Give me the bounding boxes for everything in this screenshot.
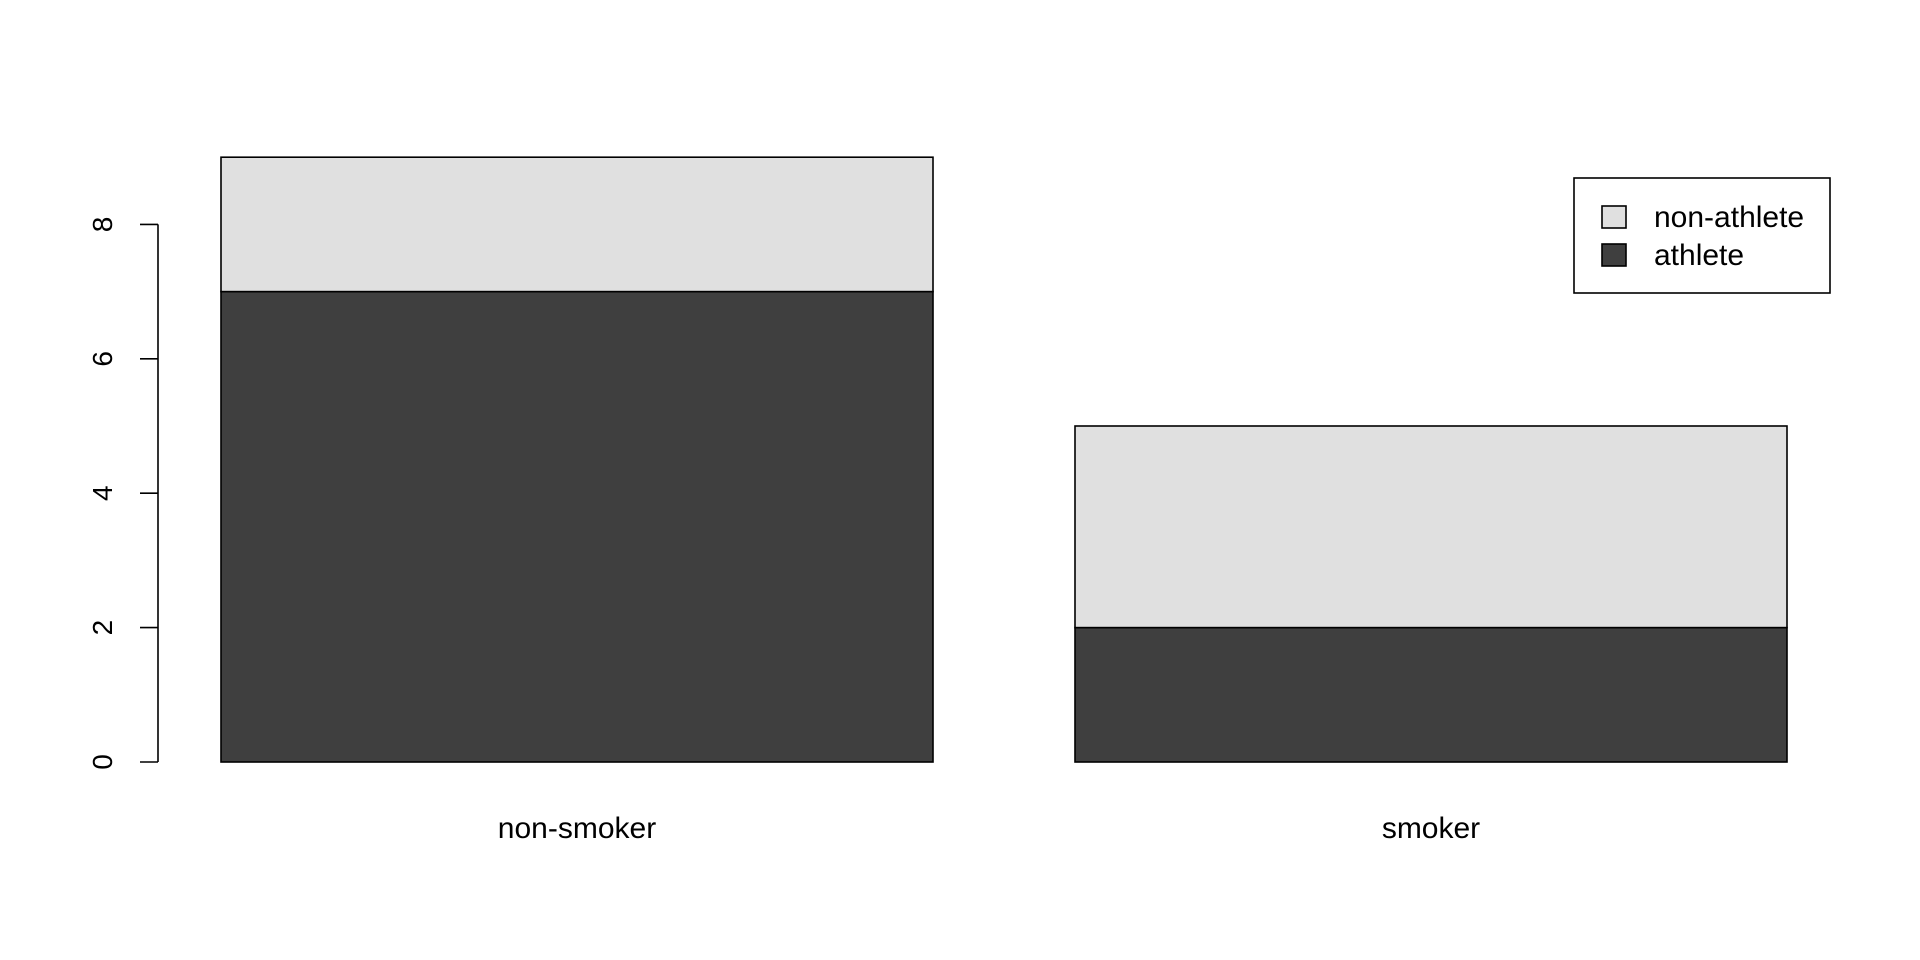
bar-smoker-athlete xyxy=(1075,628,1787,762)
legend-swatch-athlete xyxy=(1602,244,1626,266)
legend-label: athlete xyxy=(1654,239,1745,272)
legend-swatch-non-athlete xyxy=(1602,206,1626,228)
legend-label: non-athlete xyxy=(1654,201,1805,234)
legend-box xyxy=(1574,178,1830,293)
y-tick-label: 2 xyxy=(87,619,118,636)
bar-non-smoker-athlete xyxy=(221,292,933,762)
bar-smoker-non-athlete xyxy=(1075,426,1787,628)
x-axis-labels xyxy=(498,812,1480,845)
x-category-label: smoker xyxy=(1381,812,1481,845)
x-category-label: non-smoker xyxy=(497,812,657,845)
bar-non-smoker-non-athlete xyxy=(221,157,933,291)
y-axis xyxy=(87,217,158,770)
bars xyxy=(221,157,1787,762)
y-tick-label: 4 xyxy=(87,485,118,501)
legend xyxy=(1574,178,1830,293)
y-tick-label: 6 xyxy=(87,351,118,367)
y-tick-label: 0 xyxy=(87,754,118,770)
y-tick-label: 8 xyxy=(87,216,118,233)
